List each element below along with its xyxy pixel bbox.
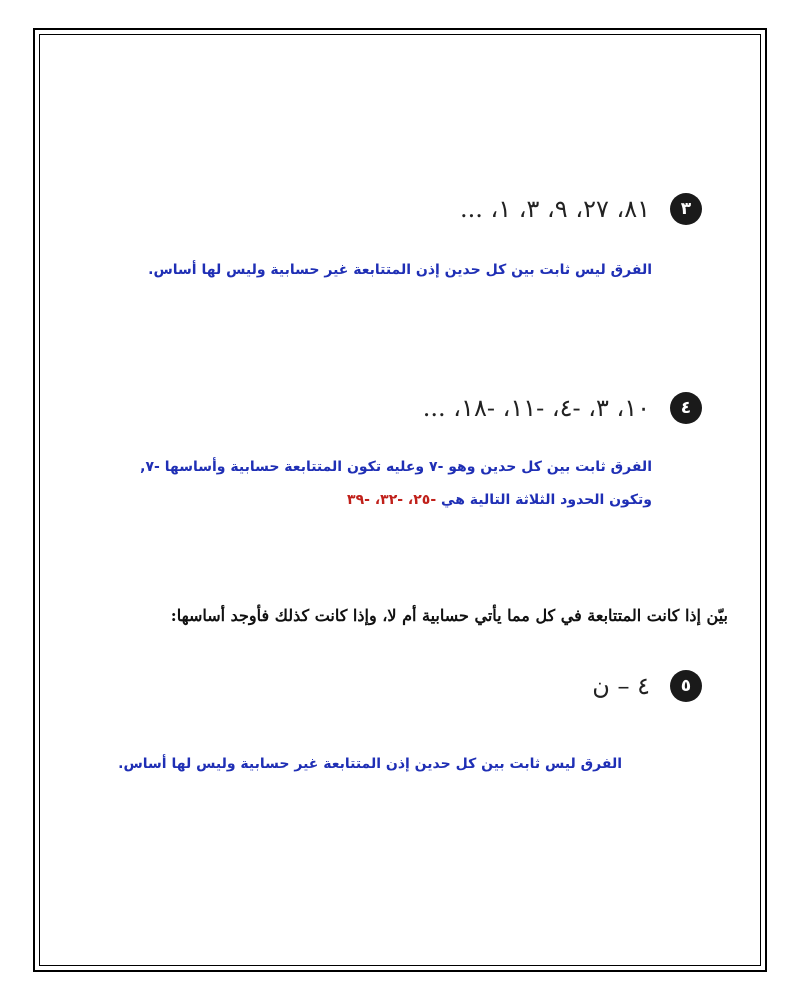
- problem-3-row: [460, 193, 702, 225]
- instruction-text: بيّن إذا كانت المتتابعة في كل مما يأتي حسابية أم لا، وإذا كانت كذلك فأوجد أساسها:: [170, 606, 728, 625]
- problem-4-answer-line-1: الفرق ثابت بين كل حدين وهو -٧ وعليه تكون المتتابعة حسابية وأساسها -٧,: [140, 459, 652, 475]
- problem-4-answer-line-2: [347, 492, 652, 508]
- problem-5-row: [592, 670, 702, 702]
- sequence-expression: ٨١، ٢٧، ٩، ٣، ١، ...: [460, 195, 650, 223]
- problem-number-badge: ٣: [670, 193, 702, 225]
- problem-5-answer: الفرق ليس ثابت بين كل حدين إذن المتتابعة غير حسابية وليس لها أساس.: [118, 756, 622, 772]
- next-terms: -٢٥، -٣٢، -٣٩: [347, 492, 437, 508]
- sequence-expression: ١٠، ٣، -٤، -١١، -١٨، ...: [422, 394, 650, 422]
- problem-4-row: [423, 392, 702, 424]
- sequence-expression: ٤ – ن: [592, 672, 650, 700]
- problem-number-badge: ٥: [670, 670, 702, 702]
- answer-text: وتكون الحدود الثلاثة التالية هي: [436, 492, 652, 508]
- problem-3-answer: الفرق ليس ثابت بين كل حدين إذن المتتابعة غير حسابية وليس لها أساس.: [148, 262, 652, 278]
- problem-number-badge: ٤: [670, 392, 702, 424]
